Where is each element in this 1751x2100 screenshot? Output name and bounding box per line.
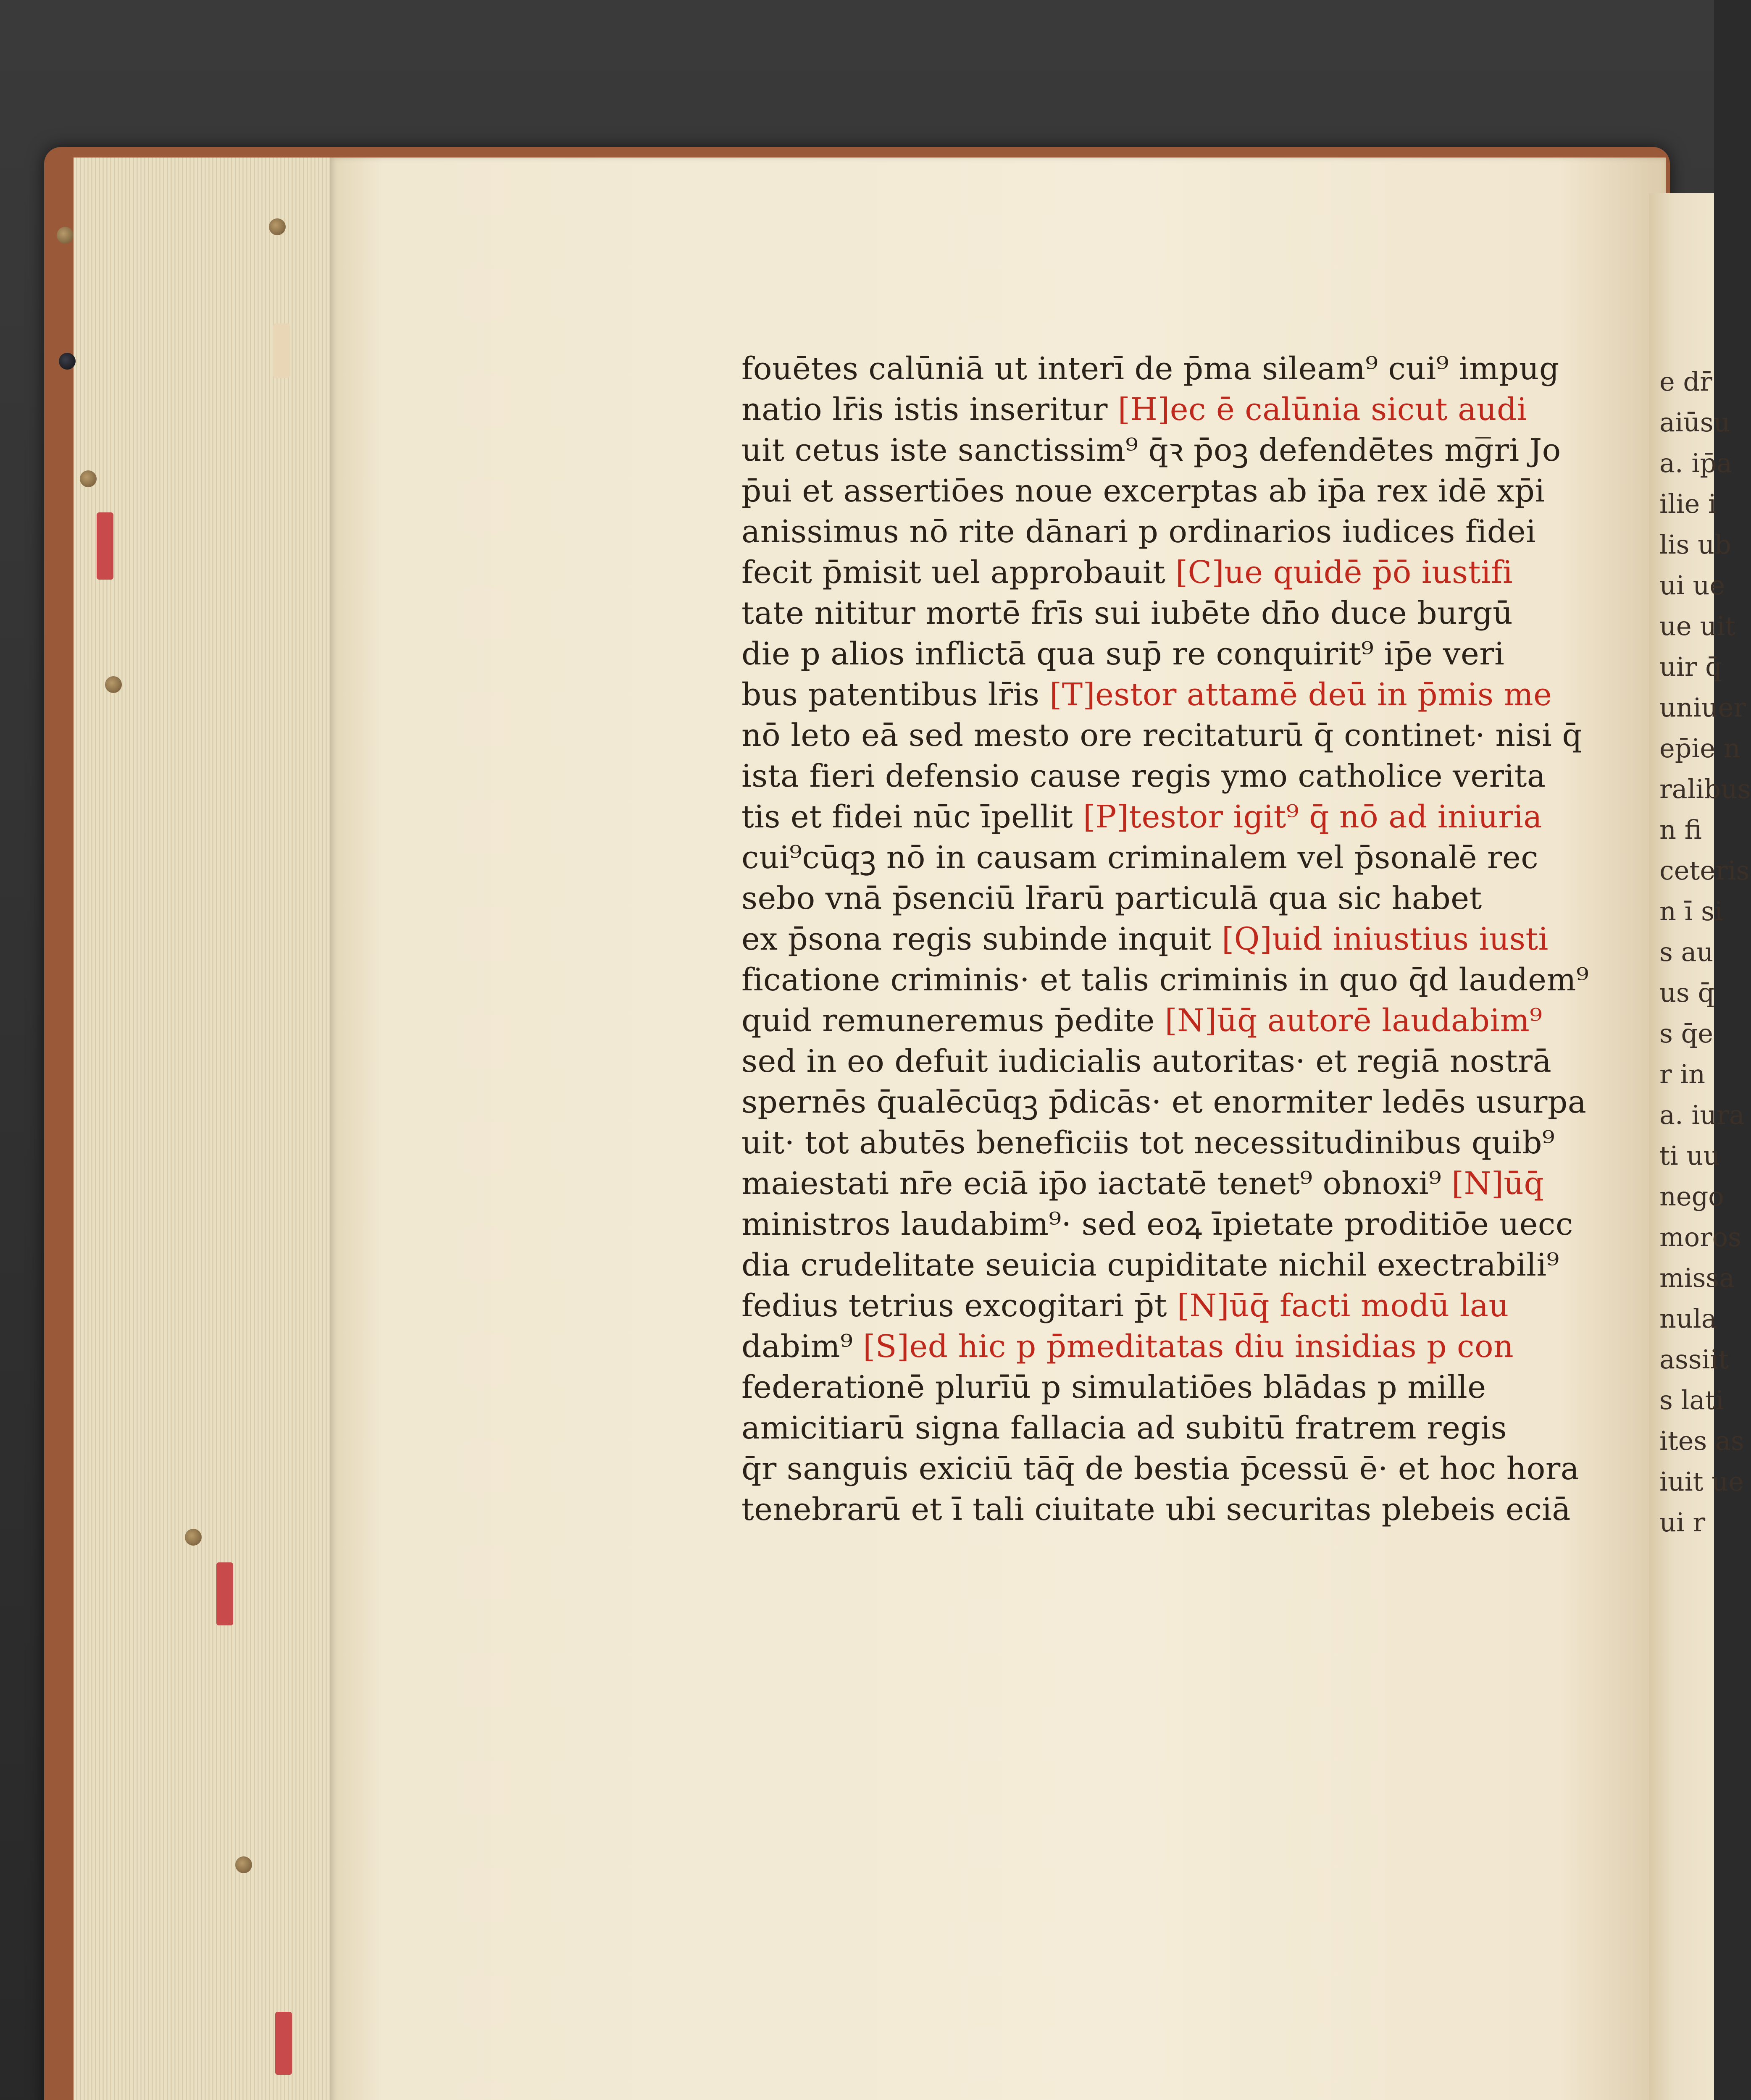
adjacent-page-line: ites as: [1659, 1425, 1744, 1456]
rubric-initial: [N]ūq̄ autorē laudabim⁹: [1165, 1003, 1543, 1039]
rubric-initial: [Q]uid iniustius iusti: [1222, 921, 1549, 957]
adjacent-page-text: [1659, 361, 1751, 1543]
text-line: dabim⁹ [S]ed hic p p̄meditatas diu insidias p con: [741, 1328, 1514, 1365]
adjacent-page-line: lis ub: [1659, 529, 1731, 560]
page-tab-knob: [57, 227, 74, 244]
adjacent-page-line: e dr̄: [1659, 366, 1712, 397]
page-tab-knob: [59, 353, 76, 370]
adjacent-page-line: a. ip̄a: [1659, 448, 1732, 478]
text-line: ista fieri defensio cause regis ymo catholice verita: [741, 758, 1546, 794]
page-tab-knob: [235, 1856, 252, 1873]
adjacent-page-line: us q̄: [1659, 977, 1715, 1008]
rubric-initial: [H]ec ē calūnia sicut audi: [1117, 391, 1527, 428]
text-line: anissimus nō rite dānari p ordinarios iudices fidei: [741, 514, 1536, 550]
text-line: amicitiarū signa fallacia ad subitū fratrem regis: [741, 1410, 1507, 1446]
text-line: tis et fidei nūc īpellit [P]testor igit⁹ q̄ nō ad iniuria: [741, 799, 1543, 835]
page-tab-ribbon: [273, 323, 290, 378]
adjacent-page-line: n ī si: [1659, 896, 1723, 927]
adjacent-page-line: ti uu: [1659, 1140, 1720, 1171]
manuscript-text-block: [741, 349, 1620, 1530]
page-tab-knob: [80, 470, 97, 487]
text-line: die p alios inflictā qua sup̄ re conquirit⁹ ip̄e veri: [741, 636, 1505, 672]
adjacent-page-line: n fi: [1659, 814, 1702, 845]
rubric-initial: [T]estor attamē deū in p̄mis me: [1049, 677, 1552, 713]
text-line: ministros laudabim⁹· sed eoꝝ īpietate proditiōe uecc: [741, 1206, 1573, 1242]
text-line: ex p̄sona regis subinde inquit [Q]uid iniustius iusti: [741, 921, 1549, 957]
adjacent-page-line: ue uit: [1659, 611, 1736, 641]
adjacent-page-line: uir q̄: [1659, 651, 1722, 682]
adjacent-page-line: ep̄ie n: [1659, 733, 1740, 764]
text-line: nō leto eā sed mesto ore recitaturū q̄ continet· nisi q̄: [741, 717, 1583, 753]
adjacent-page-line: s lati: [1659, 1385, 1724, 1415]
text-line: cui⁹cūqꝫ nō in causam criminalem vel p̄sonalē rec: [741, 840, 1539, 876]
adjacent-page-line: nego: [1659, 1181, 1724, 1212]
adjacent-page-line: ralibus: [1659, 774, 1751, 804]
text-line: maiestati nr̄e eciā ip̄o iactatē tenet⁹ obnoxi⁹ [N]ūq̄: [741, 1166, 1544, 1202]
text-line: fecit p̄misit uel approbauit [C]ue quidē p̄ō iustifi: [741, 554, 1513, 591]
text-line: fedius tetrius excogitari p̄t [N]ūq̄ facti modū lau: [741, 1288, 1509, 1324]
text-line: uit· tot abutēs beneficiis tot necessitudinibus quib⁹: [741, 1125, 1555, 1161]
adjacent-page-line: ui ue: [1659, 570, 1725, 601]
text-line: quid remuneremus p̄edite [N]ūq̄ autorē laudabim⁹: [741, 1003, 1543, 1039]
rubric-initial: [S]ed hic p p̄meditatas diu insidias p con: [863, 1328, 1514, 1365]
text-line: tate nititur mortē frīs sui iubēte dn̄o duce burgū: [741, 595, 1513, 631]
page-tab-ribbon: [216, 1562, 233, 1625]
page-tab-ribbon: [97, 512, 113, 580]
page-tab-knob: [269, 218, 286, 235]
adjacent-page-line: iuit ue: [1659, 1466, 1744, 1497]
text-line: sed in eo defuit iudicialis autoritas· et regiā nostrā: [741, 1043, 1552, 1079]
page-tab-knob: [105, 676, 122, 693]
adjacent-page-line: assiit: [1659, 1344, 1729, 1375]
text-line: ficatione criminis· et talis criminis in quo q̄d laudem⁹: [741, 962, 1589, 998]
text-line: fouētes calūniā ut interī de p̄ma sileam⁹ cui⁹ impug: [741, 351, 1559, 387]
adjacent-page-line: nula: [1659, 1303, 1717, 1334]
adjacent-page-line: ilie i: [1659, 488, 1717, 519]
adjacent-page-line: ui r: [1659, 1507, 1706, 1538]
page-block-edge: [74, 158, 331, 2100]
text-line: sebo vnā p̄senciū lr̄arū particulā qua sic habet: [741, 880, 1482, 916]
text-line: spernēs q̄ualēcūqꝫ p̄dicās· et enormiter ledēs usurpa: [741, 1084, 1587, 1120]
adjacent-page-line: missa: [1659, 1263, 1735, 1293]
page-tab-ribbon: [275, 2012, 292, 2075]
rubric-initial: [P]testor igit⁹ q̄ nō ad iniuria: [1083, 799, 1543, 835]
adjacent-page-line: ceteris: [1659, 855, 1750, 886]
adjacent-page-line: s q̄e: [1659, 1018, 1713, 1049]
text-line: q̄r sanguis exiciū tāq̄ de bestia p̄cessū ē· et hoc hora: [741, 1451, 1580, 1487]
adjacent-page-line: uniuer: [1659, 692, 1746, 723]
adjacent-page-line: s au: [1659, 937, 1714, 967]
text-line: p̄ui et assertiōes noue excerptas ab ip̄a rex idē xp̄i: [741, 473, 1545, 509]
text-line: natio lr̄is istis inseritur [H]ec ē calūnia sicut audi: [741, 391, 1527, 428]
adjacent-page-line: moros: [1659, 1222, 1741, 1252]
text-line: dia crudelitate seuicia cupiditate nichil exectrabili⁹: [741, 1247, 1559, 1283]
rubric-initial: [N]ūq̄ facti modū lau: [1177, 1288, 1509, 1324]
text-line: federationē plurīū p simulatiōes blādas p mille: [741, 1369, 1486, 1405]
adjacent-page-line: a. iura: [1659, 1100, 1745, 1130]
adjacent-page-line: aiūsu: [1659, 407, 1730, 438]
adjacent-page-line: r in: [1659, 1059, 1706, 1089]
text-line: bus patentibus lr̄is [T]estor attamē deū in p̄mis me: [741, 677, 1552, 713]
rubric-initial: [N]ūq̄: [1451, 1166, 1544, 1202]
text-line: uit cetus iste sanctissim⁹ q̄ꝛ p̄oꝫ defendētes mg̅ri Jo: [741, 432, 1561, 468]
page-tab-knob: [185, 1529, 202, 1546]
rubric-initial: [C]ue quidē p̄ō iustifi: [1175, 554, 1513, 591]
text-line: tenebrarū et ī tali ciuitate ubi securitas plebeis eciā: [741, 1491, 1571, 1528]
